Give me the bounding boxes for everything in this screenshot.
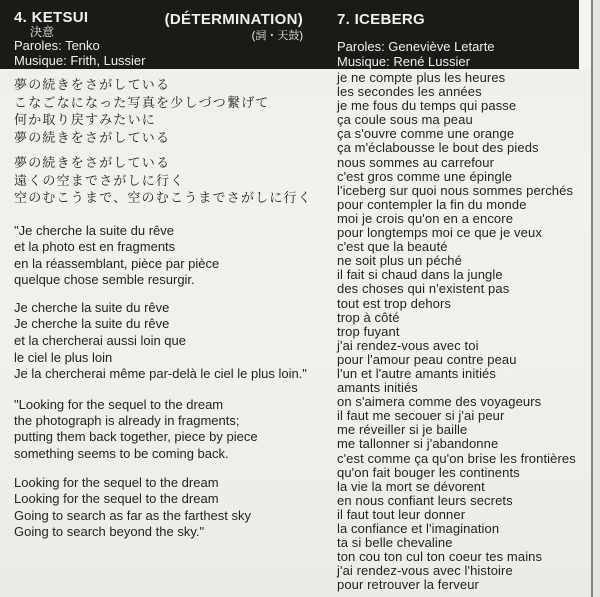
track7-credits [337, 40, 495, 69]
track7-musique: Musique: René Lussier [337, 53, 470, 69]
lyric-line: 夢の続きをさがしている [14, 77, 171, 92]
lyric-line: il faut me secouer si j'ai peur [337, 408, 505, 424]
lyric-line: moi je crois qu'on en a encore [337, 210, 514, 226]
lyric-line: pour l'amour peau contre peau [337, 351, 517, 367]
lyric-line: ça m'éclabousse le bout des pieds [337, 140, 539, 156]
lyric-line: me tallonner si j'abandonne [337, 436, 499, 452]
lyric-line: 夢の続きをさがしている [14, 129, 171, 145]
header-band [0, 0, 579, 69]
lyric-line: et la chercherai aussi loin que [14, 333, 186, 349]
lyric-line: la vie la mort se dévorent [337, 478, 485, 494]
french-stanza-2 [14, 300, 336, 383]
track4-header [14, 11, 146, 68]
lyric-line: c'est comme ça qu'on brise les frontières [337, 450, 576, 466]
lyric-line: le ciel le plus loin [14, 349, 113, 365]
lyric-line: putting them back together, piece by piece [14, 429, 258, 445]
track7-title: 7. ICEBERG [337, 11, 426, 28]
track4-translation-header [150, 13, 303, 43]
lyric-line: Je la chercherai même par-delà le ciel le plus loin." [14, 366, 307, 382]
lyric-line: des choses qui n'existent pas [337, 281, 510, 297]
lyric-line: on s'aimera comme des voyageurs [337, 394, 542, 410]
lyric-line: ton cou ton cul ton coeur tes mains [337, 549, 543, 565]
lyric-line: pour longtemps moi ce que je veux [337, 225, 542, 241]
track4-title: 4. KETSUI [14, 9, 89, 26]
page-edge-line [591, 0, 593, 597]
lyrics-left-column [14, 76, 336, 540]
track7-header [337, 13, 495, 69]
lyric-line: l'un et l'autre amants initiés [337, 365, 496, 381]
lyric-line: je me fous du temps qui passe [337, 98, 517, 114]
lyric-line: nous sommes au carrefour [337, 154, 495, 170]
lyrics-right-column [337, 71, 593, 592]
lyric-line: ça coule sous ma peau [337, 112, 473, 128]
lyric-line: Je cherche la suite du rêve [14, 299, 170, 315]
page-margin-strip [579, 0, 591, 69]
english-stanza-1 [14, 397, 336, 462]
lyric-line: tout est trop dehors [337, 295, 452, 311]
english-stanza-2 [14, 475, 336, 540]
japanese-stanza-1 [14, 76, 336, 146]
lyric-line: amants initiés [337, 380, 418, 396]
lyric-line: c'est que la beauté [337, 239, 448, 255]
lyric-line: j'ai rendez-vous avec l'histoire [337, 563, 513, 579]
lyric-line: trop fuyant [337, 323, 400, 339]
track4-musique: Musique: Frith, Lussier [14, 52, 146, 68]
lyric-line: en nous confiant leurs secrets [337, 492, 513, 508]
lyric-line: Going to search as far as the farthest sky [14, 507, 252, 523]
lyric-line: j'ai rendez-vous avec toi [337, 337, 479, 353]
lyric-line: 何か取り戻すみたいに [14, 112, 157, 127]
lyric-line: les secondes les années [337, 84, 482, 100]
track7-paroles: Paroles: Geneviève Letarte [337, 39, 495, 54]
lyric-line: il faut tout leur donner [337, 506, 466, 522]
lyric-line: ça s'ouvre comme une orange [337, 126, 515, 142]
lyric-line: me réveiller si je baille [337, 422, 468, 438]
lyric-line: something seems to be coming back. [14, 445, 229, 461]
lyric-line: Looking for the sequel to the dream [14, 475, 219, 491]
lyric-line: ne soit plus un péché [337, 253, 462, 269]
lyric-line: et la photo est en fragments [14, 239, 176, 255]
lyric-line: en la réassemblant, pièce par pièce [14, 255, 220, 271]
lyric-line: pour contempler la fin du monde [337, 196, 527, 212]
lyric-line: je ne compte plus les heures [337, 70, 506, 85]
lyric-line: l'iceberg sur quoi nous sommes perchés [337, 182, 574, 198]
determination-credit-japanese: (詞・天鼓) [251, 30, 303, 42]
lyric-line: ta si belle chevaline [337, 535, 453, 551]
lyric-line: il fait si chaud dans la jungle [337, 267, 503, 283]
french-stanza-1 [14, 223, 336, 289]
lyric-line: c'est gros comme une épingle [337, 168, 513, 184]
determination-title: (DÉTERMINATION) [164, 11, 303, 28]
lyric-line: Going to search beyond the sky." [14, 523, 205, 539]
page-edge-margin [593, 0, 600, 597]
lyric-line: trop à côté [337, 309, 400, 325]
lyric-line: "Looking for the sequel to the dream [14, 396, 224, 412]
lyric-line: 夢の続きをさがしている [14, 155, 171, 170]
lyric-line: pour retrouver la ferveur [337, 577, 479, 593]
track4-paroles: Paroles: Tenko [14, 38, 100, 53]
lyric-line: "Je cherche la suite du rêve [14, 222, 174, 238]
track4-title-japanese: 決意 [30, 25, 55, 39]
lyric-line: quelque chose semble resurgir. [14, 272, 195, 288]
lyric-line: Looking for the sequel to the dream [14, 491, 219, 507]
lyric-line: 空のむこうまで、空のむこうまでさがしに行く [14, 190, 312, 205]
lyric-line: こなごなになった写真を少しづつ繋げて [14, 94, 270, 110]
lyric-line: 遠くの空までさがしに行く [14, 172, 185, 188]
lyric-line: the photograph is already in fragments; [14, 413, 240, 429]
japanese-stanza-2 [14, 154, 336, 207]
lyric-line: la confiance et l'imagination [337, 521, 500, 536]
lyric-line: Je cherche la suite du rêve [14, 316, 170, 332]
lyric-line: qu'on fait bouger les continents [337, 464, 520, 480]
